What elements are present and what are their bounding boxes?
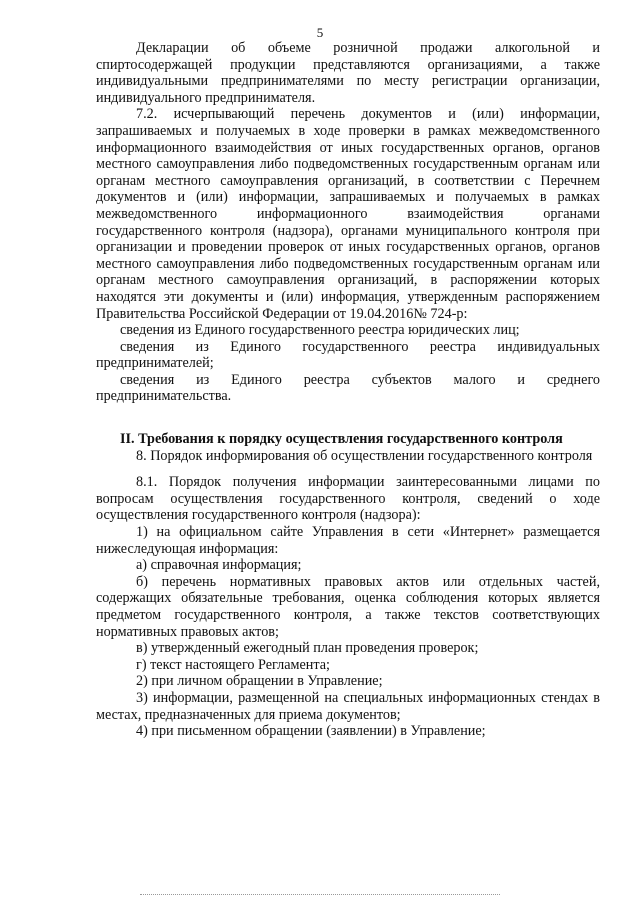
footer-divider	[140, 894, 500, 895]
list-item-egrul: сведения из Единого государственного реестра юридических лиц;	[120, 322, 520, 339]
paragraph-8: 8. Порядок информирования об осуществлении государственного контроля	[136, 447, 593, 464]
list-item-msp-registry: сведения из Единого реестра субъектов малого и среднего предпринимательства.	[96, 371, 600, 405]
list-item-a: а) справочная информация;	[136, 557, 302, 574]
document-body	[96, 40, 600, 740]
list-item-b: б) перечень нормативных правовых актов или отдельных частей, содержащих обязательные требования, оценка соблюдения которых является предметом государственного контроля, а также текстов соответствующих нормативных правовых актов;	[96, 573, 600, 640]
list-item-3: 3) информации, размещенной на специальных информационных стендах в местах, предназначенных для приема документов;	[96, 689, 600, 723]
paragraph-declarations: Декларации об объеме розничной продажи алкогольной и спиртосодержащей продукции представляются организациями, а также индивидуальными предпринимателями по месту регистрации организации, индивидуального предпринимателя.	[96, 40, 600, 106]
list-item-egrip: сведения из Единого государственного реестра индивидуальных предпринимателей;	[96, 338, 600, 372]
list-item-g: г) текст настоящего Регламента;	[136, 656, 331, 673]
paragraph-8-1: 8.1. Порядок получения информации заинтересованными лицами по вопросам осуществления государственного контроля, сведений о ходе осуществления государственного контроля (надзора):	[96, 474, 600, 524]
list-item-v: в) утвержденный ежегодный план проведения проверок;	[136, 640, 479, 657]
list-item-4: 4) при письменном обращении (заявлении) в Управление;	[136, 723, 486, 740]
section-heading: II. Требования к порядку осуществления государственного контроля	[120, 431, 563, 448]
page-number: 5	[316, 25, 324, 40]
list-item-2: 2) при личном обращении в Управление;	[136, 673, 383, 690]
list-item-1: 1) на официальном сайте Управления в сети «Интернет» размещается нижеследующая информация:	[96, 524, 600, 557]
paragraph-7-2: 7.2. исчерпывающий перечень документов и (или) информации, запрашиваемых и получаемых в ходе проверки в рамках межведомственного информационного взаимодействия от иных государственных органов, органов местного самоуправления либо подведомственных государственным органам или органам местного самоуправления организаций, в соответствии с Перечнем документов и (или) информации, запрашиваемых и получаемых в рамках межведомственного информационного взаимодействия органами государственного контроля (надзора), органами муниципального контроля при организации и проведении проверок от иных государственных органов, органов местного самоуправления либо подведомственных государственным органам или органам местного самоуправления организаций, в распоряжении которых находятся эти документы и (или) информация, утвержденным распоряжением Правительства Российской Федерации от 19.04.2016№ 724-р:	[96, 106, 600, 322]
